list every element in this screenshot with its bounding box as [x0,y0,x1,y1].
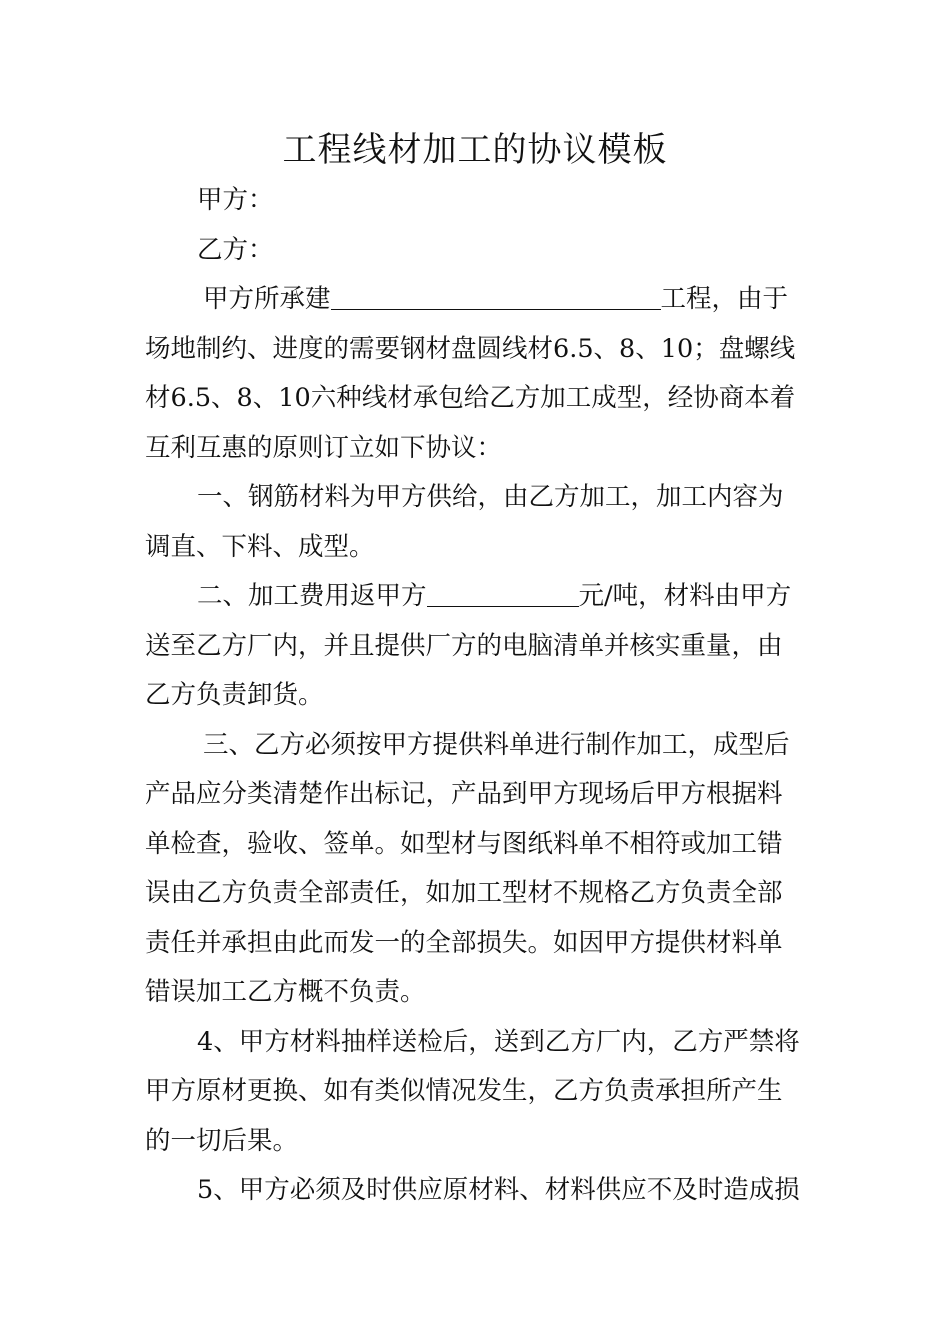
paragraph-line: 材6.5、8、10六种线材承包给乙方加工成型，经协商本着 [145,383,796,413]
paragraph-line: 5、甲方必须及时供应原材料、材料供应不及时造成损 [197,1175,800,1205]
paragraph-line: 误由乙方负责全部责任，如加工型材不规格乙方负责全部 [145,878,783,908]
document-body [145,176,810,1216]
intro-paragraph [145,275,810,473]
clause-5 [145,1166,810,1216]
text-segment: 工程，由于 [660,284,789,314]
paragraph-line: 单检查，验收、签单。如型材与图纸料单不相符或加工错 [145,828,783,859]
paragraph-line: 错误加工乙方概不负责。 [145,977,426,1007]
paragraph-line: 乙方负责卸货。 [145,680,324,710]
clause-2 [145,572,810,721]
paragraph-line [145,572,810,622]
paragraph-line: 产品应分类清楚作出标记，产品到甲方现场后甲方根据料 [145,779,783,809]
party-b-label: 乙方： [197,234,274,265]
text-segment: 元/吨，材料由甲方 [578,581,792,611]
party-a-label: 甲方： [197,185,274,215]
fee-blank [427,580,579,607]
clause-3 [145,721,810,1018]
paragraph-line: 送至乙方厂内，并且提供厂方的电脑清单并核实重量，由 [145,630,783,661]
paragraph-line: 甲方原材更换、如有类似情况发生，乙方负责承担所产生 [145,1076,783,1106]
document-title: 工程线材加工的协议模板 [282,130,668,170]
paragraph-line [145,275,810,325]
paragraph-line: 一、钢筋材料为甲方供给，由乙方加工，加工内容为 [197,482,784,512]
paragraph-line: 三、乙方必须按甲方提供料单进行制作加工，成型后 [203,729,790,760]
paragraph-line: 场地制约、进度的需要钢材盘圆线材6.5、8、10；盘螺线 [145,333,796,364]
text-segment: 二、加工费用返甲方 [197,581,427,611]
paragraph-line: 的一切后果。 [145,1125,299,1156]
text-segment: 甲方所承建 [203,284,331,314]
paragraph-line: 调直、下料、成型。 [145,531,375,562]
paragraph-line: 4、甲方材料抽样送检后，送到乙方厂内，乙方严禁将 [197,1026,800,1057]
paragraph-line: 互利互惠的原则订立如下协议： [145,432,503,463]
clause-4 [145,1018,810,1167]
project-name-blank [331,283,661,310]
paragraph-line: 责任并承担由此而发一的全部损失。如因甲方提供材料单 [145,927,783,958]
clause-1 [145,473,810,572]
